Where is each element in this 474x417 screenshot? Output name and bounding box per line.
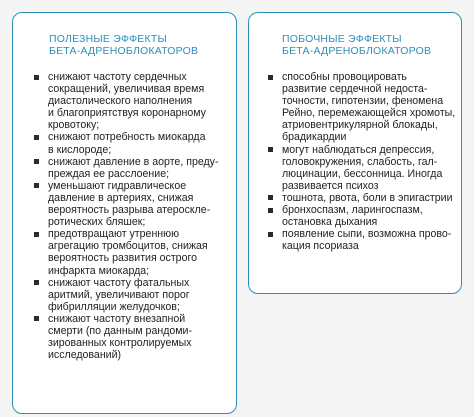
list-item-line: вероятность разрыва атероскле- xyxy=(48,204,211,217)
list-item-line: диастолического наполнения xyxy=(48,95,193,108)
list-item xyxy=(33,313,233,361)
title-line: ПОЛЕЗНЫЕ ЭФФЕКТЫ xyxy=(49,33,167,45)
list-item-line: ротических бляшек; xyxy=(48,216,146,229)
list-item xyxy=(267,192,457,204)
title-line: БЕТА-АДРЕНОБЛОКАТОРОВ xyxy=(282,45,432,57)
list-item xyxy=(33,131,233,155)
list-item-line: зированных контролируемых xyxy=(48,337,192,350)
list-item-line: способны провоцировать xyxy=(282,71,407,83)
list-item xyxy=(267,144,457,192)
side-effects-panel xyxy=(248,12,462,294)
list-item-line: бронхоспазм, ларингоспазм, xyxy=(282,204,423,217)
list-item-line: снижают частоту сердечных xyxy=(48,71,187,83)
list-item-line: головокружения, слабость, гал- xyxy=(282,155,438,168)
list-item xyxy=(33,228,233,276)
list-item-line: инфаркта миокарда; xyxy=(48,264,150,277)
list-item-line: преждая ее расслоение; xyxy=(48,167,170,180)
list-item-line: снижают потребность миокарда xyxy=(48,131,206,144)
list-item-line: кровотоку; xyxy=(48,119,100,132)
list-item-line: и благоприятствуя коронарному xyxy=(48,107,206,120)
list-item xyxy=(267,228,457,252)
list-item-line: вероятность развития острого xyxy=(48,252,197,265)
title-line: БЕТА-АДРЕНОБЛОКАТОРОВ xyxy=(49,45,199,57)
list-item-line: в кислороде; xyxy=(48,143,112,156)
list-item-line: смерти (по данным рандоми- xyxy=(48,324,192,337)
beneficial-effects-list xyxy=(33,71,233,361)
list-item-line: снижают частоту фатальных xyxy=(48,276,190,289)
list-item-line: развитие сердечной недоста- xyxy=(282,83,428,96)
list-item-line: брадикардии xyxy=(282,131,347,144)
title-line: ПОБОЧНЫЕ ЭФФЕКТЫ xyxy=(282,33,402,45)
list-item-line: исследований) xyxy=(48,349,122,362)
side-effects-title xyxy=(282,33,431,57)
beneficial-effects-title xyxy=(49,33,198,57)
list-item xyxy=(33,277,233,313)
list-item-line: снижают давление в аорте, преду- xyxy=(48,155,219,168)
list-item xyxy=(267,204,457,228)
list-item-line: кация псориаза xyxy=(282,240,359,253)
list-item-line: атриовентрикулярной блокады, xyxy=(282,119,438,132)
list-item xyxy=(33,180,233,228)
list-item xyxy=(33,156,233,180)
list-item-line: Рейно, перемежающейся хромоты, xyxy=(282,107,456,120)
list-item-line: развивается психоз xyxy=(282,179,379,192)
list-item-line: остановка дыхания xyxy=(282,216,378,229)
list-item-line: фибрилляции желудочков; xyxy=(48,300,180,313)
list-item-line: сокращений, увеличивая время xyxy=(48,83,205,96)
beneficial-effects-panel xyxy=(12,12,237,414)
list-item-line: аритмий, увеличивают порог xyxy=(48,288,190,301)
list-item xyxy=(267,71,457,144)
side-effects-list xyxy=(267,71,457,252)
list-item-line: уменьшают гидравлическое xyxy=(48,179,187,192)
list-item-line: тошнота, рвота, боли в эпигастрии xyxy=(282,191,453,204)
list-item-line: точности, гипотензии, феномена xyxy=(282,95,444,108)
list-item-line: давление в артериях, снижая xyxy=(48,191,194,204)
list-item-line: появление сыпи, возможна прово- xyxy=(282,228,452,241)
list-item-line: могут наблюдаться депрессия, xyxy=(282,143,435,156)
list-item-line: предотвращают утреннюю xyxy=(48,228,180,241)
list-item-line: снижают частоту внезапной xyxy=(48,312,186,325)
list-item xyxy=(33,71,233,131)
list-item-line: люцинации, бессонница. Иногда xyxy=(282,167,443,180)
list-item-line: агрегацию тромбоцитов, снижая xyxy=(48,240,208,253)
